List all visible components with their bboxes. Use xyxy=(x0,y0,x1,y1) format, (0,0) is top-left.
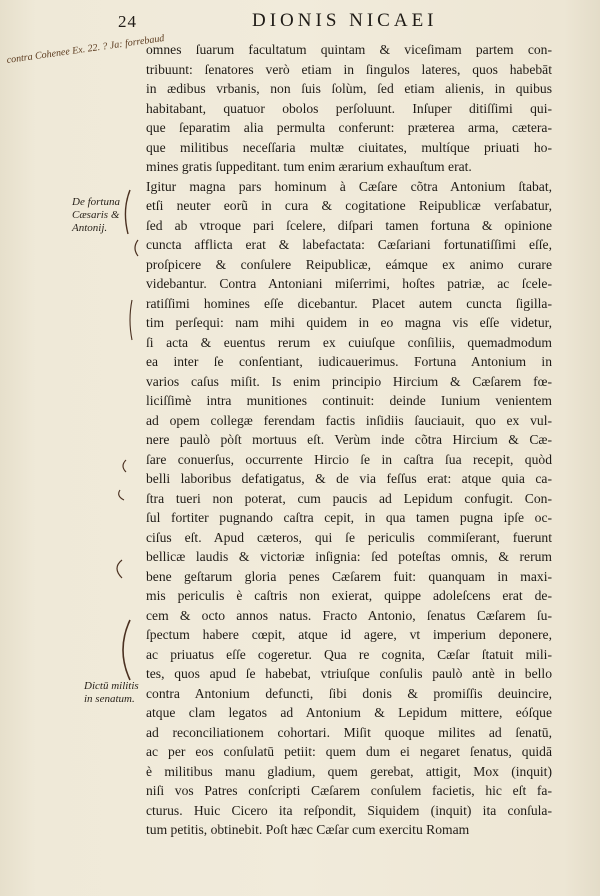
text-line: ea inter ſe conſentiant, iudicauerimus. Fortuna Antonium in xyxy=(146,354,552,369)
text-line: tes, quos apud ſe habebat, vtriuſque conſulis paulò antè in bello xyxy=(146,666,552,681)
text-line: in ædibus vrbanis, non ſuis ſolùm, ſed etiam alienis, in quibus xyxy=(146,81,552,96)
text-line: liciſſimè intra munitiones continuit: deinde Iunium venientem xyxy=(146,393,552,408)
text-line: ratiſſimi homines eſſe dicebantur. Placet autem cuncta ſigilla- xyxy=(146,295,552,311)
side-note-line: De fortuna xyxy=(72,196,120,208)
text-line: ad opem collegæ ferendam factis inſidiis ſauciauit, quo ex vul- xyxy=(146,412,552,428)
text-line: mines gratis ſuppeditant. tum enim ærarium exhauſtum erat. xyxy=(146,159,472,174)
text-line: nere paulò pòſt mortuus eſt. Verùm inde cõtra Hircium & Cæ- xyxy=(146,432,552,447)
text-line: cturus. Huic Cicero ita reſpondit, Siquidem (inquit) ita conſula- xyxy=(146,802,552,818)
text-line: ſed ab vtroque pari ſcelere, diſpari tamen fortuna & opinione xyxy=(146,217,552,233)
text-line: ad reconciliationem cohortari. Miſit quoque milites ad ſenatū, xyxy=(146,724,552,740)
text-line: ciſus eſt. Apud cæteros, qui ſe periculis commiſerant, fuerunt xyxy=(146,529,552,545)
text-line: contra Antonium defuncti, ſibi donis & promiſſis deuincire, xyxy=(146,685,552,701)
text-line: mis periculis è caſtris non exierat, quippe adoleſcens erat de- xyxy=(146,588,552,603)
text-line: niſi vos Patres conſcripti Cæſarem conſulem facietis, hic eſt fa- xyxy=(146,783,552,798)
text-line: belli laboribus defatigatus, & de via feſſus erat: atque quia ca- xyxy=(146,471,552,486)
text-line: bene geſtarum gloria penes Cæſarem fuit: quanquam in maxi- xyxy=(146,568,552,584)
page-header xyxy=(0,8,600,34)
side-note-line: Dictū militis xyxy=(84,680,139,692)
running-title: DIONIS NICAEI xyxy=(252,10,438,31)
text-line: tum petitis, obtinebit. Poſt hæc Cæſar cum exercitu Romam xyxy=(146,822,470,837)
side-note-line: Antonij. xyxy=(72,222,108,234)
ink-brackets-icon xyxy=(100,180,146,700)
text-line: ſi acta & euentus rerum ex cuiuſque conſiliis, quemadmodum xyxy=(146,334,552,350)
text-line: tim perſequi: nam mihi quidem in eo magna vis eſſe videtur, xyxy=(146,315,552,330)
text-line: bellicæ laudis & victoriæ inſignia: ſed poteſtas omnis, & rerum xyxy=(146,549,552,564)
handwritten-note: contra Cohenee Ex. 22. ? Ja: forrebaud xyxy=(6,32,166,67)
text-line: ac priuatus eſſe cogeretur. Qua re cognita, Cæſar ſtatuit mili- xyxy=(146,646,552,662)
side-note-line: Cæsaris & xyxy=(72,209,120,221)
text-line: omnes ſuarum facultatum quintam & viceſimam partem con- xyxy=(146,42,552,57)
text-line: tribuunt: ſenatores verò etiam in ſingulos lateres, quos habebāt xyxy=(146,61,552,77)
text-line: ſpectum habere cœpit, atque id agere, vt imperium deponere, xyxy=(146,627,552,642)
text-line: varios caſus miſit. Is enim principio Hircium & Cæſarem fœ- xyxy=(146,373,552,389)
text-line: ſtra tueri non poterat, cum paucis ad Lepidum confugit. Con- xyxy=(146,490,552,506)
text-line: videbantur. Contra Antoniani miſerrimi, hoſtes patriæ, ac ſcele- xyxy=(146,276,552,291)
body-text xyxy=(146,40,552,840)
text-line: cem & octo annos natus. Fracto Antonio, ſenatus Cæſarem ſu- xyxy=(146,607,552,623)
page-number: 24 xyxy=(118,12,137,31)
text-line: cuncta afflicta erat & labefactata: Cæſariani fortunatiſſimi eſſe, xyxy=(146,237,552,252)
text-line: habitabant, quatuor obolos perſoluunt. Inſuper ditiſſimi qui- xyxy=(146,100,552,116)
text-line: ac per eos conſulatū petiit: quem dum ei negaret ſenatus, quidā xyxy=(146,744,552,759)
text-line: que ſeparatim alia permulta conferunt: præterea arma, cætera- xyxy=(146,120,552,135)
text-line: etſi neuter eorũ in cura & cogitatione Reipublicæ verſabatur, xyxy=(146,198,552,213)
text-line: è militibus manu gladium, quem gerebat, attigit, Mox (inquit) xyxy=(146,763,552,779)
text-line: atque clam legatos ad Antonium & Lepidum mittere, eóſque xyxy=(146,705,552,720)
text-line: que militibus neceſſaria multæ ciuitates, multíque priuati ho- xyxy=(146,139,552,155)
text-line: ſul fortiter pugnando caſtra cepit, in qua tamen pugna ipſe oc- xyxy=(146,510,552,525)
text-line: ſare conuerſus, occurrente Hircio ſe in caſtra ſua recepit, quòd xyxy=(146,451,552,467)
text-line: Igitur magna pars hominum à Cæſare cõtra Antonium ſtabat, xyxy=(146,178,552,194)
text-line: proſpicere & conſulere Reipublicæ, eámque ex animo curare xyxy=(146,256,552,272)
side-note-line: in senatum. xyxy=(84,693,135,705)
